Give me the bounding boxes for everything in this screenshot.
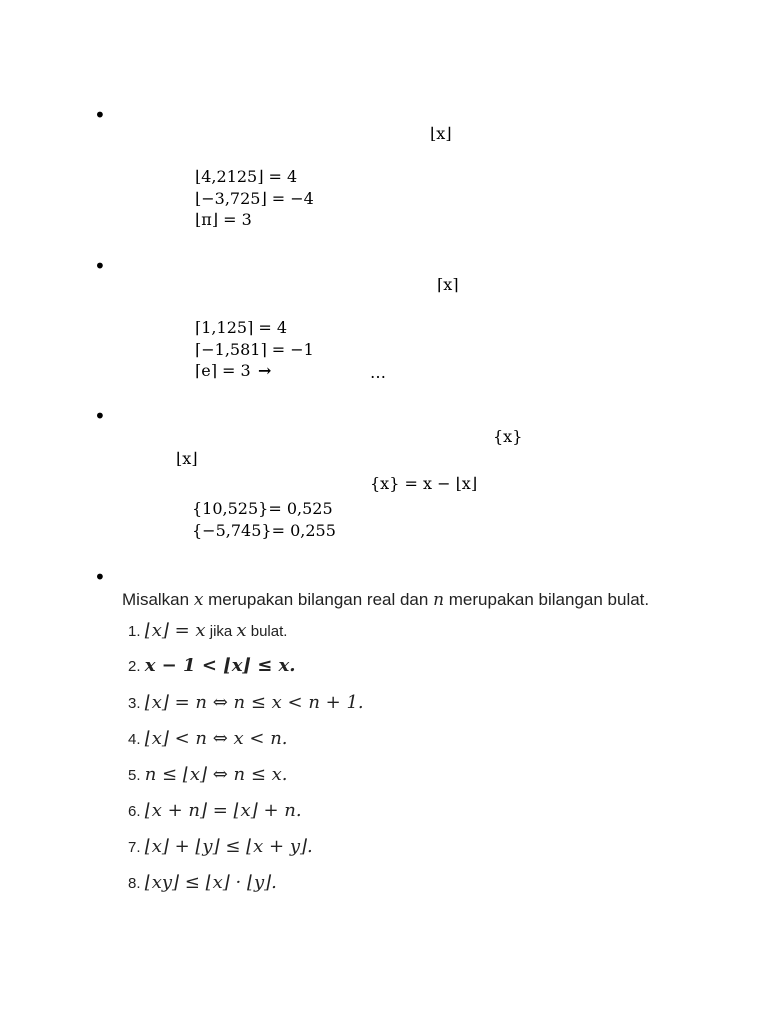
floor-example: ⌊4,2125⌋ = 4 <box>195 167 298 186</box>
ceil-symbol: ⌈x⌉ <box>437 275 459 294</box>
frac-formula: {x} = x − ⌊x⌋ <box>370 474 478 493</box>
property-item: 8. ⌊xy⌋ ≤ ⌊x⌋ · ⌊y⌋. <box>128 872 277 893</box>
arrow-right-icon: → <box>258 361 272 380</box>
property-item: 4. ⌊x⌋ < n ⇔ x < n. <box>128 728 288 749</box>
bullet-marker: • <box>94 565 106 589</box>
property-item: 6. ⌊x + n⌋ = ⌊x⌋ + n. <box>128 800 302 821</box>
frac-example: {−5,745}= 0,255 <box>192 521 336 540</box>
property-item: 2. x − 1 < ⌊x⌋ ≤ x. <box>128 655 296 676</box>
frac-symbol: {x} <box>493 427 523 446</box>
property-item: 1. ⌊x⌋ = x jika x bulat. <box>128 620 288 641</box>
properties-intro: Misalkan x merupakan bilangan real dan n merupakan bilangan bulat. <box>122 590 650 610</box>
bullet-marker: • <box>94 404 106 428</box>
property-item: 3. ⌊x⌋ = n ⇔ n ≤ x < n + 1. <box>128 692 364 713</box>
ceil-example: ⌈1,125⌉ = 4 <box>195 318 288 337</box>
ceil-example: ⌈−1,581⌉ = −1 <box>195 340 314 359</box>
ellipsis: … <box>370 363 386 382</box>
frac-example: {10,525}= 0,525 <box>192 499 333 518</box>
property-item: 5. n ≤ ⌊x⌋ ⇔ n ≤ x. <box>128 764 288 785</box>
floor-example: ⌊π⌋ = 3 <box>195 210 252 229</box>
bullet-marker: • <box>94 254 106 278</box>
floor-symbol: ⌊x⌋ <box>176 449 198 468</box>
property-item: 7. ⌊x⌋ + ⌊y⌋ ≤ ⌊x + y⌋. <box>128 836 313 857</box>
floor-symbol: ⌊x⌋ <box>430 124 452 143</box>
ceil-example: ⌈e⌉ = 3 <box>195 361 251 380</box>
bullet-marker: • <box>94 103 106 127</box>
floor-example: ⌊−3,725⌋ = −4 <box>195 189 314 208</box>
